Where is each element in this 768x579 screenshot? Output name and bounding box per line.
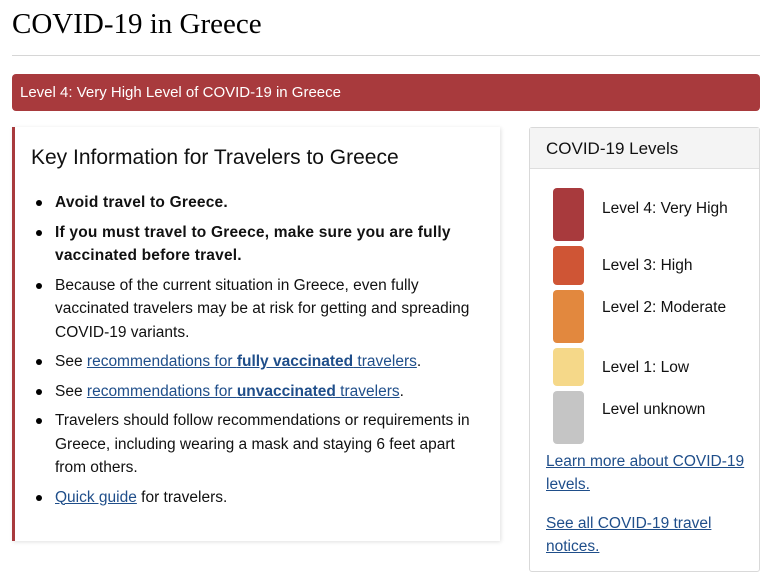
key-information-list xyxy=(31,191,471,515)
quick-guide-link[interactable]: Quick guide xyxy=(55,488,137,506)
see-all-travel-notices-link[interactable]: See all COVID-19 travel notices. xyxy=(546,515,712,555)
see-label: See xyxy=(55,382,83,400)
link-text-part: travelers xyxy=(335,382,400,400)
travel-level-banner: Level 4: Very High Level of COVID-19 in Greece xyxy=(12,74,760,111)
level-4-swatch xyxy=(553,188,584,241)
bullet-icon xyxy=(36,230,42,236)
list-item-vaccination xyxy=(31,221,471,268)
bullet-icon xyxy=(36,418,42,424)
level-1-swatch xyxy=(553,348,584,386)
bullet-icon xyxy=(36,495,42,501)
period: . xyxy=(399,382,404,400)
level-2-label: Level 2: Moderate xyxy=(602,299,727,316)
level-3-label: Level 3: High xyxy=(602,257,693,274)
page-title: COVID-19 in Greece xyxy=(12,8,262,40)
bullet-icon xyxy=(36,359,42,365)
vaccination-text: If you must travel to Greece, make sure you are fully vaccinated before travel. xyxy=(55,223,451,264)
link-text-bold: fully vaccinated xyxy=(236,353,354,370)
list-item-unvaccinated-recommendations xyxy=(31,380,471,404)
list-item-quick-guide xyxy=(31,486,471,510)
period: . xyxy=(416,353,422,370)
level-unknown-label: Level unknown xyxy=(602,401,706,418)
link-text-part: recommendations for xyxy=(86,353,237,370)
avoid-travel-text: Avoid travel to Greece. xyxy=(55,194,228,211)
follow-requirements-text: Travelers should follow recommendations or requirements in Greece, including wearing a mask and staying 6 feet apart from others. xyxy=(55,412,470,476)
key-information-panel xyxy=(12,127,500,541)
link-text-bold: unvaccinated xyxy=(236,382,336,400)
covid-levels-header: COVID-19 Levels xyxy=(530,128,759,169)
level-unknown-swatch xyxy=(553,391,584,444)
level-4-label: Level 4: Very High xyxy=(602,200,728,217)
title-divider xyxy=(12,55,760,56)
see-label: See xyxy=(55,353,83,370)
fully-vaccinated-recommendations-link[interactable] xyxy=(87,353,417,370)
level-3-swatch xyxy=(553,246,584,285)
bullet-icon xyxy=(36,200,42,206)
list-item-vaccinated-recommendations xyxy=(31,350,471,374)
quick-guide-suffix: for travelers. xyxy=(136,488,228,506)
list-item-risk xyxy=(31,274,471,345)
link-text-part: travelers xyxy=(353,353,417,370)
covid-levels-card xyxy=(529,127,760,572)
key-information-heading: Key Information for Travelers to Greece xyxy=(31,146,399,169)
link-text-part: recommendations for xyxy=(86,382,237,400)
bullet-icon xyxy=(36,283,42,289)
bullet-icon xyxy=(36,389,42,395)
list-item-avoid-travel xyxy=(31,191,471,215)
risk-text: Because of the current situation in Greece, even fully vaccinated travelers may be at risk for getting and spreading COVID-19 variants. xyxy=(55,276,470,341)
level-1-label: Level 1: Low xyxy=(602,359,690,376)
unvaccinated-recommendations-link[interactable] xyxy=(87,383,400,400)
learn-more-levels-link[interactable]: Learn more about COVID-19 levels. xyxy=(546,453,745,493)
list-item-follow-requirements xyxy=(31,409,471,480)
level-2-swatch xyxy=(553,290,584,343)
